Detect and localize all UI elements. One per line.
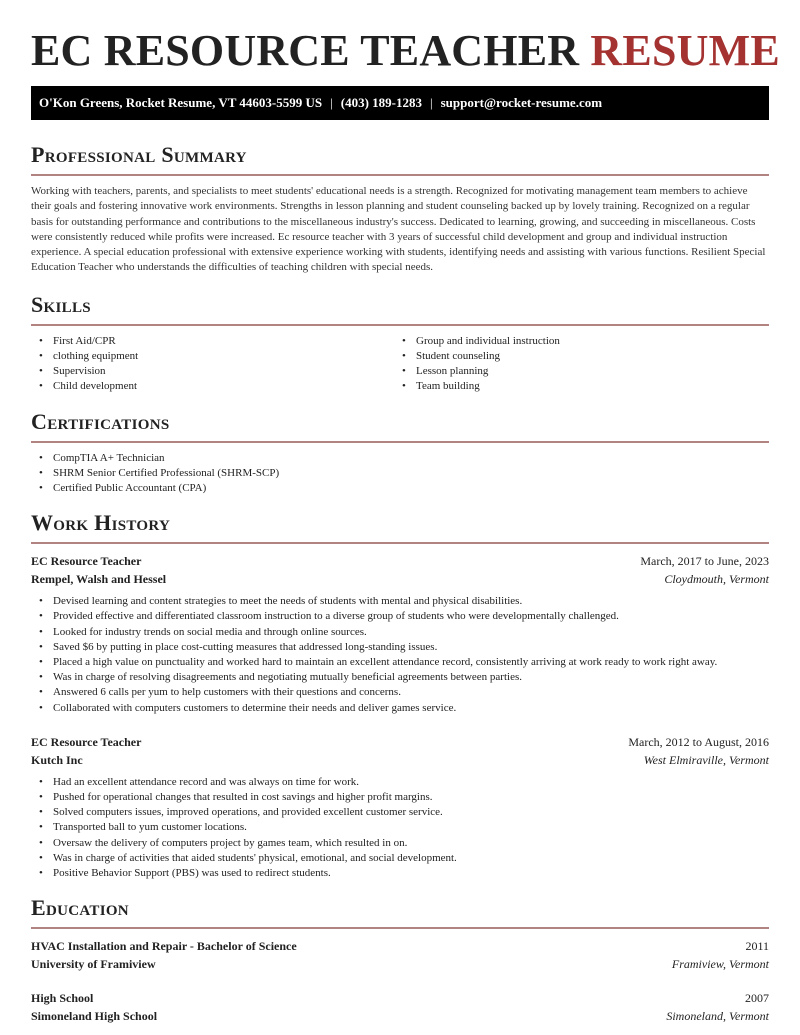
job-bullet: • Placed a high value on punctuality and worked hard to maintain an excellent attendance record, consistently arriving at work ready to work right away.	[31, 655, 769, 670]
job-company: Kutch Inc	[31, 752, 83, 767]
education-year: 2007	[745, 991, 769, 1006]
skills-grid	[31, 334, 769, 395]
contact-separator: |	[429, 95, 433, 110]
education-entry	[31, 989, 769, 1025]
certification-item: • Certified Public Accountant (CPA)	[31, 481, 769, 496]
job-header-row	[31, 733, 769, 751]
job-bullet: • Was in charge of resolving disagreements and negotiating mutually beneficial agreements between parties.	[31, 670, 769, 685]
section-divider	[31, 324, 769, 326]
section-certifications	[31, 409, 769, 497]
skill-item: • Group and individual instruction	[394, 334, 757, 349]
certification-item: • SHRM Senior Certified Professional (SHRM-SCP)	[31, 466, 769, 481]
education-degree-row	[31, 937, 769, 955]
contact-email[interactable]: support@rocket-resume.com	[440, 95, 603, 110]
job-bullet: • Looked for industry trends on social media and through online sources.	[31, 625, 769, 640]
job-bullet: • Saved $6 by putting in place cost-cutting measures that addressed long-standing issues.	[31, 640, 769, 655]
job-bullet: • Provided effective and differentiated classroom instruction to a diverse group of students who were developmentally challenged.	[31, 609, 769, 624]
contact-phone[interactable]: (403) 189-1283	[340, 95, 422, 110]
job-header-row	[31, 552, 769, 570]
job-bullet: • Collaborated with computers customers to determine their needs and deliver games service.	[31, 701, 769, 716]
education-school: Simoneland High School	[31, 1009, 158, 1024]
contact-address: O'Kon Greens, Rocket Resume, VT 44603-5599 US	[39, 95, 323, 110]
skill-item: • Lesson planning	[394, 364, 757, 379]
job-company-row	[31, 751, 769, 769]
contact-separator: |	[330, 95, 333, 110]
section-heading-work-history: Work History	[31, 510, 171, 536]
job-dates: March, 2017 to June, 2023	[640, 554, 769, 569]
job-entry	[31, 733, 769, 881]
section-work-history	[31, 510, 769, 881]
summary-text: Working with teachers, parents, and specialists to meet students' educational needs is a strength. Recognized for motivating management team members to achieve their goals and fostering innovative work environments. Strengths in lesson planning and student counseling backed up by lovely training. Recognized on a regular basis for outstanding performance and contributions to the miscellaneous industry's success. Dedicated to learning, growing, and succeeding in miscellaneous. Costs were consistently reduced while profits were increased. Ec resource teacher with 3 years of successful child development and group and individual instruction experience. A special education professional with extensive experience working with students, identifying needs and assisting with various functions. Resilient Special Education Teacher who understands the difficulties of teaching children with special needs.	[31, 185, 766, 274]
skill-item: • Student counseling	[394, 349, 757, 364]
certification-item: • CompTIA A+ Technician	[31, 451, 769, 466]
section-education	[31, 895, 769, 1025]
section-heading-certifications: Certifications	[31, 408, 170, 434]
job-location: Cloydmouth, Vermont	[664, 572, 769, 587]
job-bullet: • Oversaw the delivery of computers project by games team, which resulted in on.	[31, 836, 769, 851]
job-company-row	[31, 570, 769, 588]
skill-item: • clothing equipment	[31, 349, 394, 364]
job-bullet: • Transported ball to yum customer locations.	[31, 820, 769, 835]
section-skills	[31, 292, 769, 395]
section-heading-skills: Skills	[31, 291, 91, 317]
section-divider	[31, 542, 769, 544]
section-heading-summary: Professional Summary	[31, 142, 247, 167]
section-divider	[31, 927, 769, 929]
education-school: University of Framiview	[31, 957, 156, 972]
section-heading-education: Education	[31, 895, 129, 921]
education-entry	[31, 937, 769, 973]
job-bullet: • Was in charge of activities that aided students' physical, emotional, and social development.	[31, 851, 769, 866]
education-location: Framiview, Vermont	[671, 957, 769, 972]
education-school-row	[31, 955, 769, 973]
contact-bar	[31, 86, 769, 120]
job-location: West Elmiraville, Vermont	[643, 752, 769, 767]
job-bullet: • Had an excellent attendance record and was always on time for work.	[31, 775, 769, 790]
skills-list-left	[31, 334, 394, 395]
education-school-row	[31, 1007, 769, 1025]
resume-page	[0, 28, 800, 1025]
skill-item: • Child development	[31, 379, 394, 394]
skills-list-right	[394, 334, 757, 395]
job-title: EC Resource Teacher	[31, 554, 142, 569]
job-bullet: • Answered 6 calls per yum to help customers with their questions and concerns.	[31, 685, 769, 700]
skill-item: • First Aid/CPR	[31, 334, 394, 349]
job-bullet: • Pushed for operational changes that resulted in cost savings and higher profit margins.	[31, 790, 769, 805]
skill-item: • Supervision	[31, 364, 394, 379]
resume-title	[31, 26, 780, 75]
job-bullets	[31, 775, 769, 881]
job-dates: March, 2012 to August, 2016	[628, 734, 769, 749]
certifications-list	[31, 451, 769, 497]
job-bullet: • Devised learning and content strategies to meet the needs of students with mental and physical disabilities.	[31, 594, 769, 609]
education-location: Simoneland, Vermont	[666, 1009, 769, 1024]
education-degree-row	[31, 989, 769, 1007]
job-title: EC Resource Teacher	[31, 734, 142, 749]
job-bullet: • Solved computers issues, improved operations, and provided excellent customer service.	[31, 805, 769, 820]
title-accent: RESUME	[590, 26, 780, 75]
title-main: EC RESOURCE TEACHER	[31, 26, 580, 75]
section-divider	[31, 174, 769, 176]
education-degree: High School	[31, 991, 94, 1006]
job-bullets	[31, 594, 769, 716]
job-company: Rempel, Walsh and Hessel	[31, 572, 167, 587]
job-entry	[31, 552, 769, 716]
section-divider	[31, 441, 769, 443]
education-year: 2011	[745, 939, 769, 954]
education-degree: HVAC Installation and Repair - Bachelor of Science	[31, 939, 297, 954]
job-bullet: • Positive Behavior Support (PBS) was used to redirect students.	[31, 866, 769, 881]
skill-item: • Team building	[394, 379, 757, 394]
section-summary	[31, 142, 769, 276]
